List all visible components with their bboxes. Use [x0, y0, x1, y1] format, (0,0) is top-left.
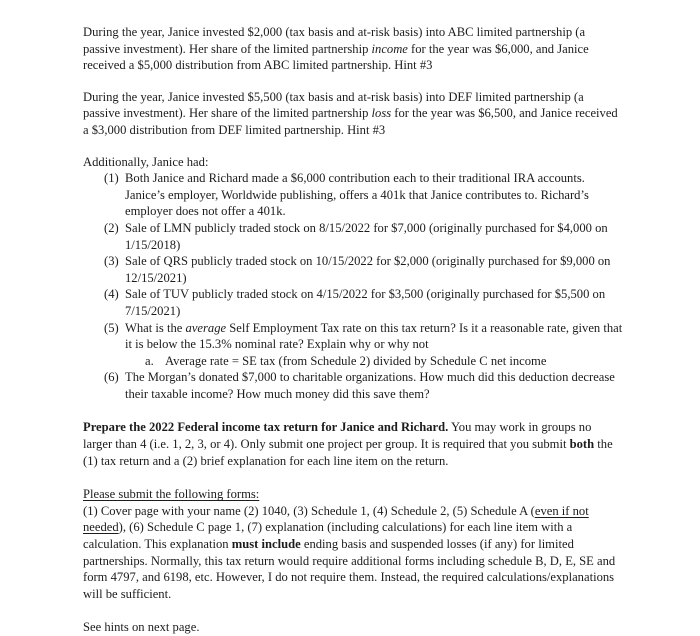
sub-item — [125, 353, 623, 370]
item-text: Sale of QRS publicly traded stock on 10/15/2022 for $2,000 (originally purchased for $9,000 on 12/15/2021) — [125, 254, 611, 285]
sub-item-letter: a. — [145, 353, 154, 368]
footer-note: See hints on next page. — [83, 620, 200, 635]
item-number: (3) — [104, 254, 119, 269]
list-item — [104, 320, 623, 370]
item-number: (5) — [104, 320, 119, 335]
submit-body — [83, 503, 623, 603]
text-span: for the year was $6,500, and Janice received a $3,000 distribution from DEF limited partnership. Hint #3 — [83, 106, 618, 137]
document-page — [83, 24, 623, 636]
item-number: (1) — [104, 171, 119, 186]
prepare-instructions — [83, 419, 623, 469]
list-item — [104, 286, 623, 319]
emphasis-must-include: must include — [231, 537, 301, 552]
text-span: During the year, Janice invested $5,500 (tax basis and at-risk basis) into DEF limited partnership (a passive investment). Her share of the limited partnership — [83, 89, 584, 121]
list-item — [104, 253, 623, 286]
item-number: (4) — [104, 287, 119, 302]
emphasis-loss: loss — [371, 106, 392, 121]
additional-intro: Additionally, Janice had: — [83, 154, 209, 169]
list-item — [104, 170, 623, 220]
submit-forms-section — [83, 486, 623, 602]
text-span: During the year, Janice invested $2,000 (tax basis and at-risk basis) into ABC limited partnership (a passive investment). Her share of the limited partnership — [83, 25, 586, 56]
text-span: for the year was $6,000, and Janice received a $5,000 distribution from ABC limited partnership. Hint #3 — [83, 41, 589, 73]
submit-heading — [83, 486, 623, 503]
item-number: (2) — [104, 220, 119, 235]
text-span: (1) Cover page with your name (2) 1040, (3) Schedule 1, (4) Schedule 2, (5) Schedule A ( — [83, 503, 535, 518]
emphasis-both: both — [569, 437, 595, 452]
item-text: Both Janice and Richard made a $6,000 contribution each to their traditional IRA accounts. Janice’s employer, Worldwide publishing, offers a 401k that Janice contributes to. Richard’s employer does not offer a 401k. — [125, 171, 589, 219]
text-span: ), (6) Schedule C page 1, (7) explanation (including calculations) for each line item with a calculation. This explanation — [83, 520, 573, 552]
text-span: What is the — [125, 320, 186, 335]
item-text: Sale of LMN publicly traded stock on 8/15/2022 for $7,000 (originally purchased for $4,000 on 1/15/2018) — [125, 220, 608, 252]
item-number: (6) — [104, 370, 119, 385]
item-text: Sale of TUV publicly traded stock on 4/15/2022 for $3,500 (originally purchased for $5,500 on 7/15/2021) — [125, 287, 606, 318]
emphasis-average: average — [185, 320, 227, 335]
emphasis-income: income — [371, 41, 408, 56]
submit-heading-text: Please submit the following forms: — [83, 487, 260, 502]
additional-items-list — [83, 170, 623, 402]
text-span: Self Employment Tax rate on this tax return? Is it a reasonable rate, given that it is below the 15.3% nominal rate? Explain why or why not — [125, 320, 623, 352]
sub-item-text: Average rate = SE tax (from Schedule 2) divided by Schedule C net income — [165, 353, 547, 368]
list-item — [104, 369, 623, 402]
text-span: the (1) tax return and a (2) brief explanation for each line item on the return. — [83, 437, 613, 468]
text-span: You may work in groups no larger than 4 (i.e. 1, 2, 3, or 4). Only submit one project per group. It is required that you submit — [83, 420, 592, 452]
list-item — [104, 220, 623, 253]
def-partnership-paragraph — [83, 89, 623, 139]
item-text — [125, 321, 622, 352]
item-text: The Morgan’s donated $7,000 to charitable organizations. How much did this deduction decrease their taxable income? How much money did this save them? — [125, 370, 615, 401]
underline-even-if-not-needed: even if not needed — [83, 503, 589, 535]
prepare-heading: Prepare the 2022 Federal income tax return for Janice and Richard. — [83, 420, 449, 435]
abc-partnership-paragraph — [83, 24, 623, 74]
text-span: ending basis and suspended losses (if any) for limited partnerships. Normally, this tax return would require additional forms including schedule B, D, E, SE and form 4797, and 6198, etc. However, I do not require them. Instead, the required calculations/explanations will be sufficient. — [83, 537, 616, 601]
